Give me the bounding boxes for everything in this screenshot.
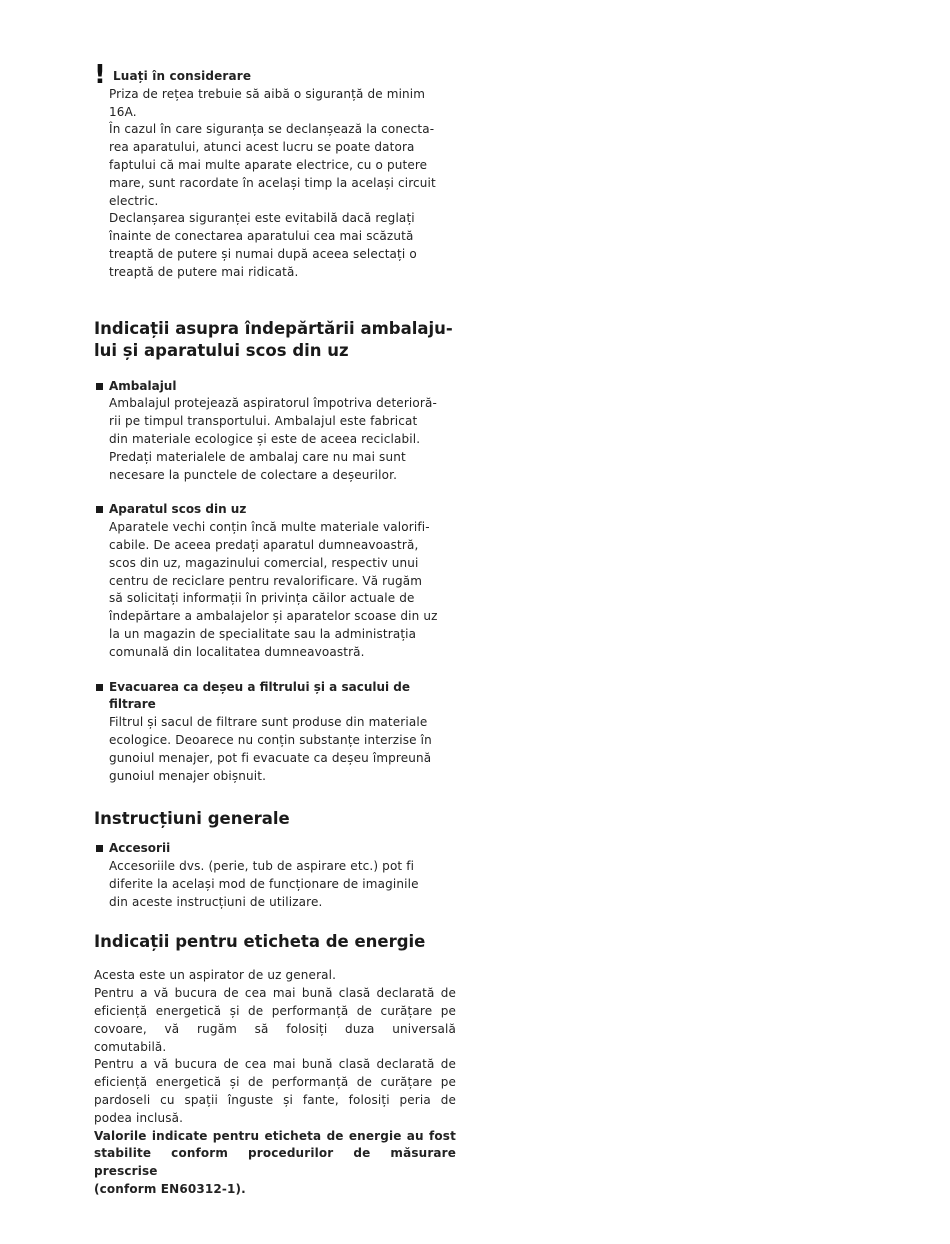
text-line: Priza de rețea trebuie să aibă o siguranță de minim [109,86,426,101]
text-line: mare, sunt racordate în același timp la același circuit [109,175,436,190]
text-line: faptului că mai multe aparate electrice, cu o putere [109,157,428,172]
exclamation-icon: ! [94,60,107,90]
section-heading-disposal [94,318,456,362]
text-line: înainte de conectarea aparatului cea mai scăzută [109,229,414,244]
text-line: treaptă de putere mai ridicată. [109,264,299,279]
heading-line: lui și aparatului scos din uz [94,340,349,360]
text-line: diferite la același mod de funcționare de imaginile [109,876,419,891]
text-line: din materiale ecologice și este de aceea reciclabil. [109,431,421,446]
bullet-title [94,840,456,858]
text-line: Accesoriile dvs. (perie, tub de aspirare etc.) pot fi [109,859,415,874]
bullet-text [109,395,456,484]
text-line: gunoiul menajer obișnuit. [109,768,267,783]
text-line: stabilite conform procedurilor de măsurare prescrise [94,1146,456,1179]
text-line: rii pe timpul transportului. Ambalajul este fabricat [109,414,418,429]
energy-paragraphs [94,967,456,1198]
text-line: Pentru a vă bucura de cea mai bună clasă declarată de [94,986,456,1001]
bullet-square-icon [96,684,103,691]
text-line: electric. [109,193,159,208]
bullet-title [94,501,456,519]
bullet-item-old-appliance [94,501,456,661]
text-line: treaptă de putere și numai după aceea selectați o [109,246,417,261]
text-line: În cazul în care siguranța se declanșează la conecta- [109,122,435,137]
text-line: necesare la punctele de colectare a deșeurilor. [109,467,398,482]
text-line: la un magazin de specialitate sau la administrația [109,626,417,641]
text-line: gunoiul menajer, pot fi evacuate ca deșeu împreună [109,750,432,765]
warning-text [109,86,456,282]
bullet-title [94,679,456,715]
bullet-title-text: Evacuarea ca deșeu a filtrului și a sacului de [109,679,411,694]
text-line: Declanșarea siguranței este evitabilă dacă reglați [109,211,415,226]
text-line: îndepărtare a ambalajelor și aparatelor scoase din uz [109,609,438,624]
text-line: ecologice. Deoarece nu conțin substanțe interzise în [109,732,432,747]
bullet-title-text: Aparatul scos din uz [109,502,247,517]
warning-title: Luați în considerare [113,69,252,83]
bullet-title [94,378,456,396]
text-line: să solicitați informații în privința căilor actuale de [109,591,415,606]
text-line: din aceste instrucțiuni de utilizare. [109,894,323,909]
warning-title-row [94,60,456,90]
text-line: comutabilă. [94,1039,167,1054]
bullet-item-accessories [94,840,456,911]
text-line: (conform EN60312-1). [94,1182,246,1197]
section-heading-energy-label: Indicații pentru eticheta de energie [94,932,426,952]
bullet-text [109,858,456,911]
text-line: 16A. [109,104,137,119]
text-line: eficiență energetică și de performanță de curățare pe [94,1004,456,1019]
warning-block [94,60,456,282]
text-line: cabile. De aceea predați aparatul dumneavoastră, [109,537,419,552]
text-line: Acesta este un aspirator de uz general. [94,968,337,983]
text-line: covoare, vă rugăm să folosiți duza universală [94,1021,456,1036]
text-line: scos din uz, magazinului comercial, respectiv unui [109,555,419,570]
text-line: Valorile indicate pentru eticheta de energie au fost [94,1128,456,1143]
page-column [94,60,456,1199]
text-line: Predați materialele de ambalaj care nu mai sunt [109,449,406,464]
bullet-text [109,714,456,785]
text-line: Ambalajul protejează aspiratorul împotriva deterioră- [109,396,437,411]
text-line: Aparatele vechi conțin încă multe materiale valorifi- [109,520,430,535]
bullet-title-text: filtrare [109,697,156,712]
bullet-item-packaging [94,378,456,485]
text-line: Filtrul și sacul de filtrare sunt produse din materiale [109,715,428,730]
section-heading-general: Instrucțiuni generale [94,809,290,829]
text-line: comunală din localitatea dumneavoastră. [109,644,365,659]
text-line: centru de reciclare pentru revalorificare. Vă rugăm [109,573,423,588]
text-line: pardoseli cu spații înguste și fante, folosiți peria de [94,1093,456,1108]
heading-line: Indicații asupra îndepărtării ambalaju- [94,318,453,338]
bullet-square-icon [96,383,103,390]
bullet-title-text: Ambalajul [109,378,177,393]
text-line: podea inclusă. [94,1110,184,1125]
text-line: eficiență energetică și de performanță de curățare pe [94,1075,456,1090]
text-line: rea aparatului, atunci acest lucru se poate datora [109,140,415,155]
bullet-square-icon [96,506,103,513]
bullet-text [109,519,456,661]
bullet-item-filter-disposal [94,679,456,786]
text-line: Pentru a vă bucura de cea mai bună clasă declarată de [94,1057,456,1072]
bullet-square-icon [96,845,103,852]
bullet-title-text: Accesorii [109,841,171,856]
